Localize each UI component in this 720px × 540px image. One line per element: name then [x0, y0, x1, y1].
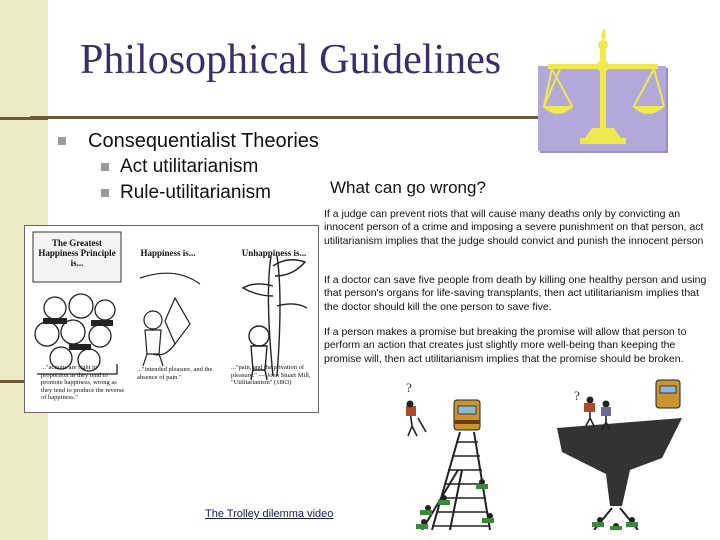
comic-quote-actions: ..."actions are right in proportion as they tend to promote happiness, wrong as they tend to produce the reverse of happiness." — [41, 364, 125, 401]
comic-quote-mill: ..."pain, and the privation of pleasure." — John Stuart Mill, "Utilitarianism" (1863) — [231, 364, 311, 386]
comic-caption-greatest-happiness: The Greatest Happiness Principle is... — [38, 238, 116, 268]
paragraph-promise: If a person makes a promise but breaking the promise will allow that person to perform an action that creates just slightly more well-being than keeping the promise will, then act utilitarianism implies that the promise should be broken. — [324, 326, 687, 365]
bullet-consequentialist-theories: Consequentialist Theories — [88, 130, 319, 152]
trolley-dilemma-image — [362, 370, 712, 530]
bullet-act-utilitarianism: Act utilitarianism — [120, 156, 259, 177]
comic-caption-happiness: Happiness is... — [140, 248, 196, 258]
paragraph-judge: If a judge can prevent riots that will cause many deaths only by convicting an innocent person of a crime and imposing a severe punishment on that person, act utilitarianism implies that the judge should convict and punish the innocent person — [324, 208, 704, 247]
comic-caption-unhappiness: Unhappiness is... — [241, 248, 307, 258]
title-underline — [30, 116, 550, 119]
bullet-rule-utilitarianism: Rule-utilitarianism — [120, 182, 271, 203]
utilitarianism-comic-image — [24, 225, 319, 413]
trolley-question-mark-left: ? — [406, 380, 412, 395]
square-bullet-icon — [101, 163, 109, 171]
question-heading: What can go wrong? — [330, 178, 486, 197]
square-bullet-icon — [58, 137, 66, 145]
square-bullet-icon — [101, 189, 109, 197]
comic-quote-pleasure: ..."intended pleasure, and the absence of pain." — [137, 366, 213, 381]
trolley-question-mark-right: ? — [574, 388, 580, 403]
scales-of-justice-icon — [538, 28, 668, 158]
slide-title: Philosophical Guidelines — [80, 37, 502, 83]
trolley-dilemma-video-link[interactable]: The Trolley dilemma video — [205, 508, 334, 520]
paragraph-doctor: If a doctor can save five people from death by killing one healthy person and using that person's organs for life-saving transplants, then act utilitarianism implies that the doctor should kill the one person to save five. — [324, 274, 707, 313]
